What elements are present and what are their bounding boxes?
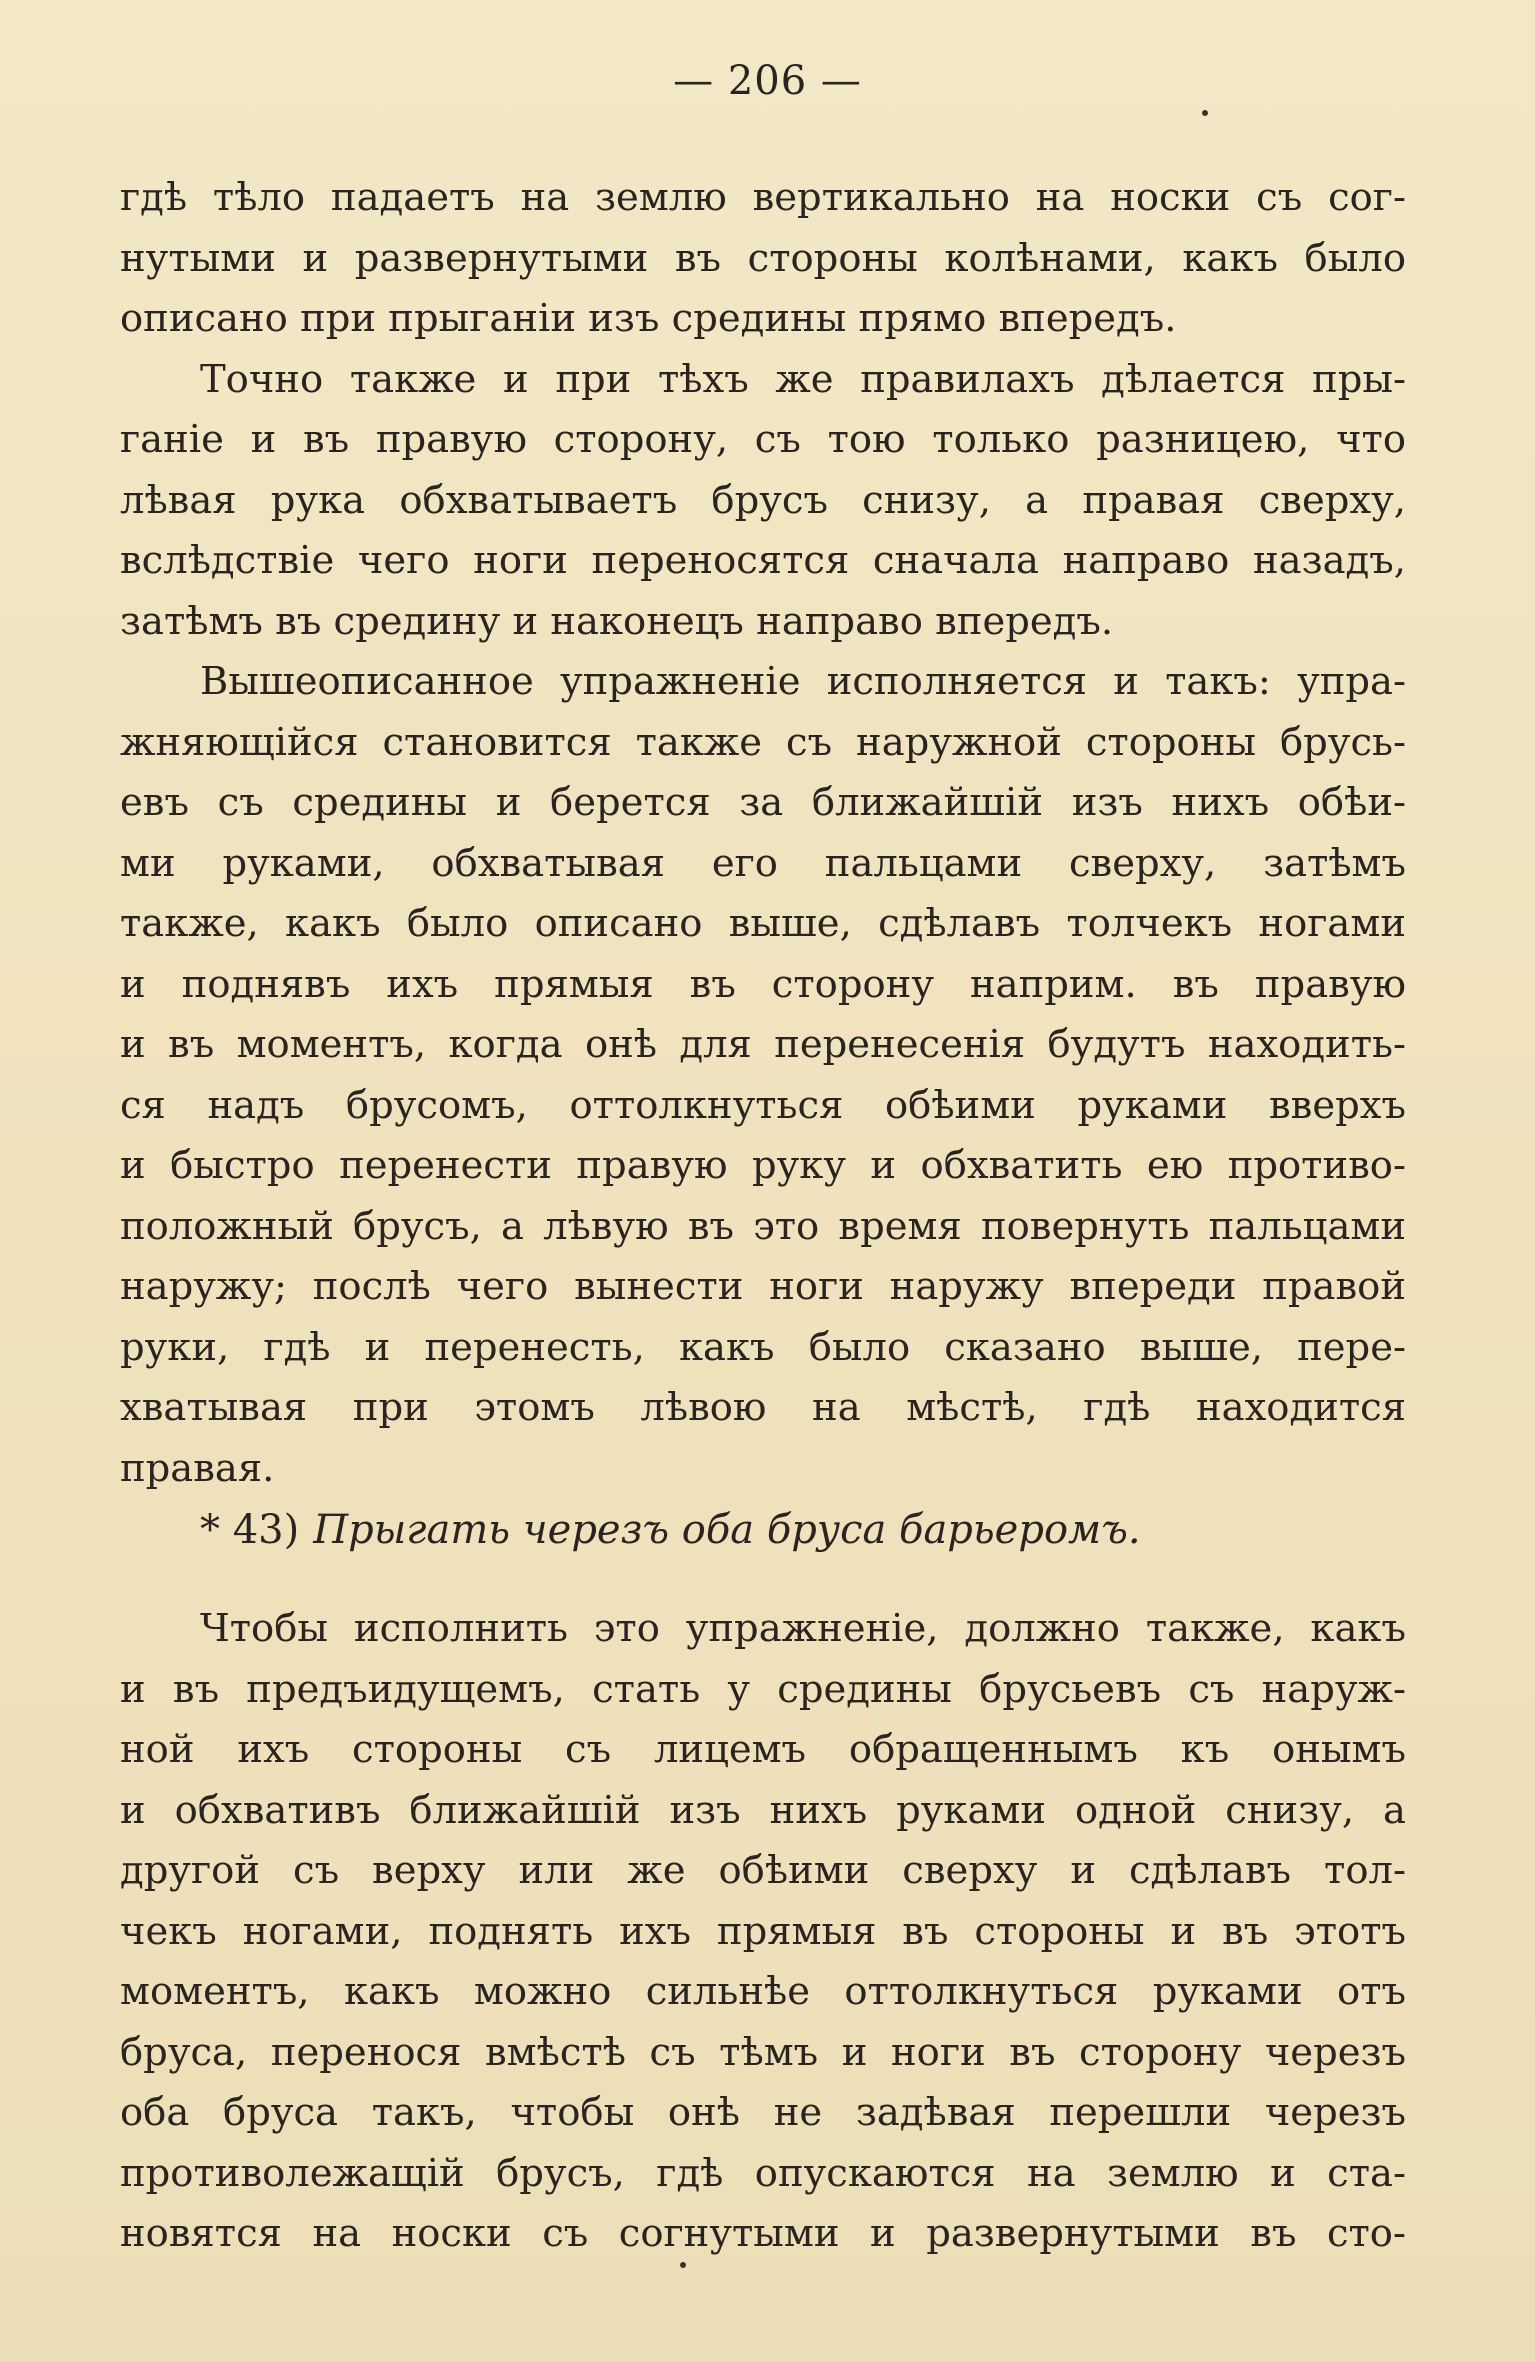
- text-line: новятся на носки съ согнутыми и развернутыми въ сто-: [120, 2211, 1406, 2256]
- section-title: Прыгать черезъ оба бруса барьеромъ.: [313, 1507, 1141, 1553]
- page-number: — 206 —: [673, 58, 862, 104]
- section-marker: * 43): [200, 1507, 300, 1553]
- text-line: ной ихъ стороны съ лицемъ обращеннымъ къ онымъ: [120, 1727, 1406, 1772]
- text-line: описано при прыганіи изъ средины прямо впередъ.: [120, 296, 1177, 341]
- text-line: евъ съ средины и берется за ближайшій изъ нихъ обѣи-: [120, 780, 1406, 825]
- text-line: бруса, перенося вмѣстѣ съ тѣмъ и ноги въ сторону черезъ: [120, 2029, 1406, 2075]
- text-line: и въ моментъ, когда онѣ для перенесенія будутъ находить-: [120, 1022, 1406, 1067]
- section-heading: [200, 1500, 1141, 1560]
- text-line: лѣвая рука обхватываетъ брусъ снизу, а правая сверху,: [120, 477, 1406, 523]
- text-line: и поднявъ ихъ прямыя въ сторону наприм. въ правую: [120, 961, 1406, 1007]
- ink-dot: [680, 2262, 686, 2268]
- text-line: и быстро перенести правую руку и обхватить ею противо-: [120, 1143, 1406, 1188]
- text-block-bottom: [120, 1599, 1406, 2265]
- text-line: нутыми и развернутыми въ стороны колѣнами, какъ было: [120, 235, 1406, 281]
- text-line: жняющійся становится также съ наружной стороны брусь-: [120, 719, 1406, 765]
- text-line: руки, гдѣ и перенесть, какъ было сказано выше, пере-: [120, 1324, 1406, 1370]
- text-line: чекъ ногами, поднять ихъ прямыя въ стороны и въ этотъ: [120, 1908, 1406, 1954]
- text-line: ганіе и въ правую сторону, съ тою только разницею, что: [120, 417, 1406, 462]
- text-line: другой съ верху или же обѣими сверху и сдѣлавъ тол-: [120, 1848, 1406, 1893]
- text-line: гдѣ тѣло падаетъ на землю вертикально на носки съ сог-: [120, 175, 1406, 220]
- text-line: моментъ, какъ можно сильнѣе оттолкнуться руками отъ: [120, 1969, 1406, 2014]
- text-line: противолежащій брусъ, гдѣ опускаются на землю и ста-: [120, 2150, 1406, 2196]
- text-line: оба бруса такъ, чтобы онѣ не задѣвая перешли черезъ: [120, 2090, 1406, 2135]
- text-line: ся надъ брусомъ, оттолкнуться обѣими руками вверхъ: [120, 1082, 1406, 1128]
- text-line: Чтобы исполнить это упражненіе, должно также, какъ: [200, 1606, 1406, 1651]
- text-line: вслѣдствіе чего ноги переносятся сначала направо назадъ,: [120, 538, 1406, 583]
- text-line: Точно также и при тѣхъ же правилахъ дѣлается пры-: [200, 356, 1406, 402]
- text-line: хватывая при этомъ лѣвою на мѣстѣ, гдѣ находится: [120, 1385, 1406, 1430]
- text-line: положный брусъ, а лѣвую въ это время повернуть пальцами: [120, 1203, 1406, 1249]
- text-line: и въ предъидущемъ, стать у средины брусьевъ съ наруж-: [120, 1666, 1406, 1712]
- text-line: Вышеописанное упражненіе исполняется и такъ: упра-: [200, 659, 1406, 704]
- text-line: и обхвативъ ближайшій изъ нихъ руками одной снизу, а: [120, 1787, 1406, 1833]
- text-line: также, какъ было описано выше, сдѣлавъ толчекъ ногами: [120, 901, 1406, 946]
- ink-dot: [1202, 110, 1208, 116]
- text-line: правая.: [120, 1445, 275, 1491]
- text-line: наружу; послѣ чего вынести ноги наружу впереди правой: [120, 1264, 1406, 1309]
- text-line: затѣмъ въ средину и наконецъ направо впередъ.: [120, 598, 1114, 644]
- text-line: ми руками, обхватывая его пальцами сверху, затѣмъ: [120, 840, 1406, 886]
- text-block-top: [120, 168, 1406, 1499]
